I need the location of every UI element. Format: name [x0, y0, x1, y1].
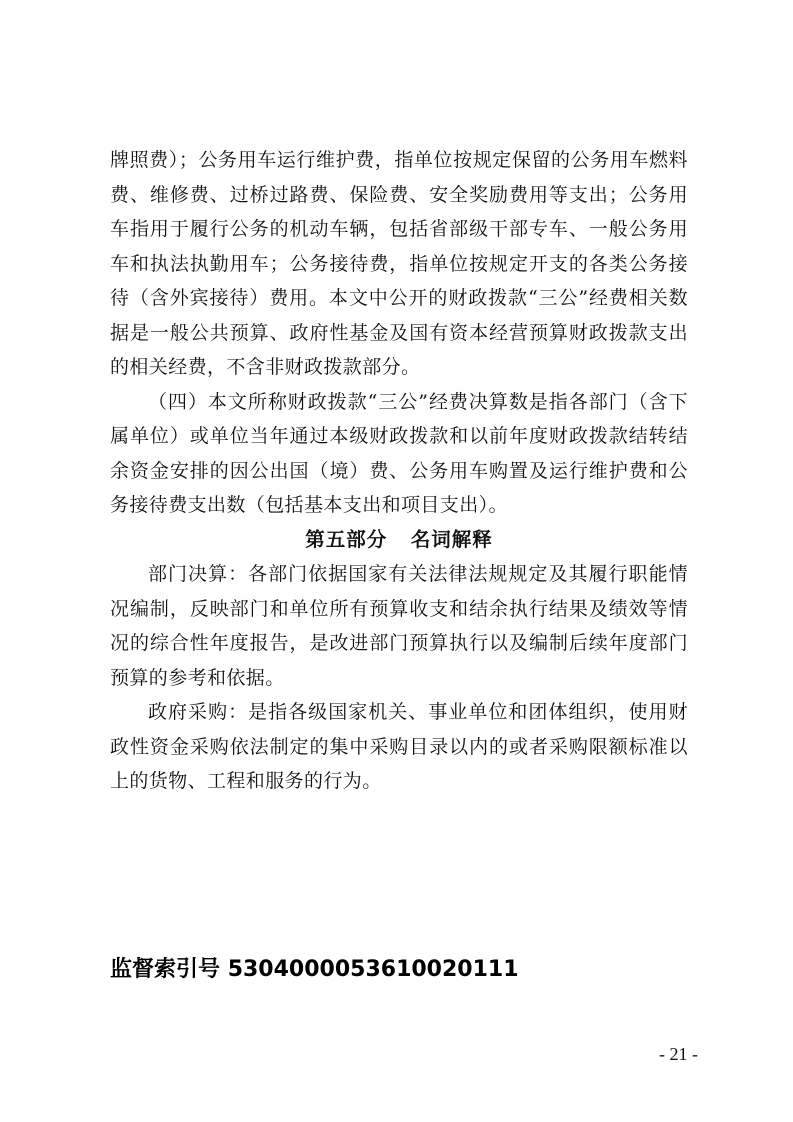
supervision-index-number: 5304000053610020111 — [227, 957, 519, 982]
supervision-index — [110, 952, 710, 983]
paragraph-department-final-accounts: 部门决算：各部门依据国家有关法律法规规定及其履行职能情况编制，反映部门和单位所有预算收支和结余执行结果及绩效等情况的综合性年度报告，是改进部门预算执行以及编制后续年度部门预算的参考和依据。 — [110, 563, 688, 689]
section-name: 名词解释 — [410, 527, 493, 551]
paragraph-government-procurement: 政府采购：是指各级国家机关、事业单位和团体组织，使用财政性资金采购依法制定的集中采购目录以内的或者采购限额标准以上的货物、工程和服务的行为。 — [110, 701, 688, 792]
section-part: 第五部分 — [305, 527, 388, 551]
paragraph-continued: 牌照费）；公务用车运行维护费，指单位按规定保留的公务用车燃料费、维修费、过桥过路费、保险费、安全奖励费用等支出；公务用车指用于履行公务的机动车辆，包括省部级干部专车、一般公务用车和执法执勤用车；公务接待费，指单位按规定开支的各类公务接待（含外宾接待）费用。本文中公开的财政拨款“三公”经费相关数据是一般公共预算、政府性基金及国有资本经营预算财政拨款支出的相关经费，不含非财政拨款部分。 — [110, 149, 688, 378]
supervision-index-label: 监督索引号 — [110, 957, 221, 982]
page-number: - 21 - — [659, 1044, 698, 1064]
body-text — [110, 143, 688, 799]
section-title — [110, 523, 688, 558]
paragraph-three-public-funds: （四）本文所称财政拨款“三公”经费决算数是指各部门（含下属单位）或单位当年通过本级财政拨款和以前年度财政拨款结转结余资金安排的因公出国（境）费、公务用车购置及运行维护费和公务接待费支出数（包括基本支出和项目支出）。 — [110, 390, 688, 516]
